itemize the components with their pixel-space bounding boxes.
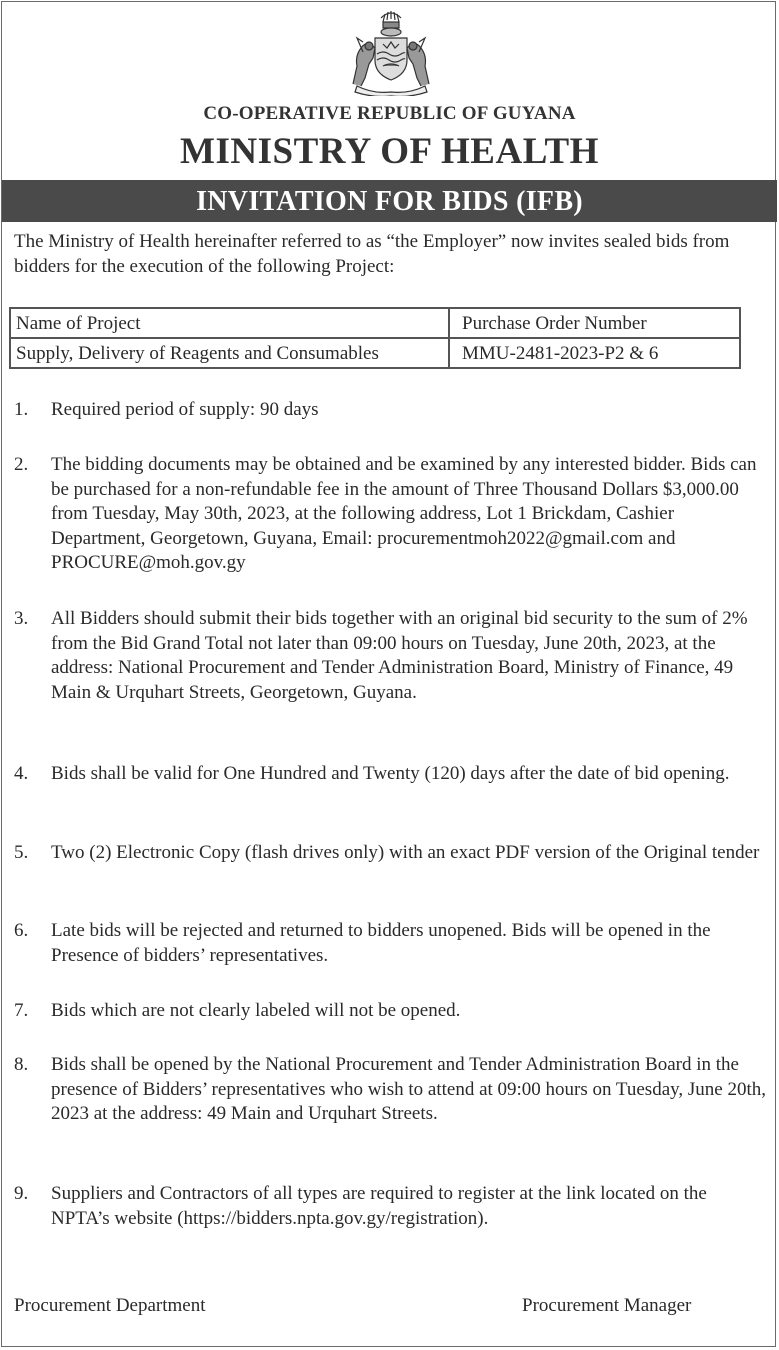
item-text: All Bidders should submit their bids together with an original bid security to the sum of 2% from the Bid Grand Total not later than 09:00 hours on Tuesday, June 20th, 2023, at the address: National Procurement and Tender Administration Board, Ministry of Finance, 49 Main & Urquhart Streets, Georgetown, Guyana. xyxy=(51,608,748,703)
title-banner xyxy=(2,180,777,222)
table-header-project-name: Name of Project xyxy=(10,308,449,338)
item-text: Suppliers and Contractors of all types are required to register at the link located on the NPTA’s website (https://bidders.npta.gov.gy/registration). xyxy=(51,1183,707,1229)
item-number: 4. xyxy=(14,763,29,784)
table-row xyxy=(10,338,740,368)
item-number: 9. xyxy=(14,1183,29,1204)
list-item xyxy=(14,841,769,866)
item-text: Bids shall be opened by the National Procurement and Tender Administration Board in the presence of Bidders’ representatives who wish to attend at 09:00 hours on Tuesday, June 20th, 2023 at the address: 49 Main and Urquhart Streets. xyxy=(51,1054,767,1124)
item-number: 1. xyxy=(14,399,29,420)
item-number: 2. xyxy=(14,454,29,475)
signature-left: Procurement Department xyxy=(14,1295,206,1316)
list-item xyxy=(14,607,769,705)
item-number: 3. xyxy=(14,608,29,629)
list-item xyxy=(14,453,769,576)
item-text: Bids which are not clearly labeled will not be opened. xyxy=(51,1000,461,1021)
list-item xyxy=(14,1053,769,1127)
po-number-cell: MMU-2481-2023-P2 & 6 xyxy=(449,338,740,368)
list-item xyxy=(14,919,769,968)
item-number: 8. xyxy=(14,1054,29,1075)
item-number: 6. xyxy=(14,920,29,941)
country-name: CO-OPERATIVE REPUBLIC OF GUYANA xyxy=(203,103,576,124)
list-item xyxy=(14,999,769,1024)
project-name-cell: Supply, Delivery of Reagents and Consumables xyxy=(10,338,449,368)
item-text: The bidding documents may be obtained and be examined by any interested bidder. Bids can be purchased for a non-refundable fee in the amount of Three Thousand Dollars $3,000.00 from Tuesday, May 30th, 2023, at the following address, Lot 1 Brickdam, Cashier Department, Georgetown, Guyana, Email: procurementmoh2022@gmail.com and PROCURE@moh.gov.gy xyxy=(51,454,757,573)
list-item xyxy=(14,398,769,423)
intro-paragraph: The Ministry of Health hereinafter referred to as “the Employer” now invites sealed bids from bidders for the execution of the following Project: xyxy=(14,231,730,277)
ministry-name: MINISTRY OF HEALTH xyxy=(180,131,599,172)
notice-title: INVITATION FOR BIDS (IFB) xyxy=(196,186,583,217)
table-header-po-number: Purchase Order Number xyxy=(449,308,740,338)
guyana-coat-of-arms-icon xyxy=(343,8,439,96)
item-number: 5. xyxy=(14,842,29,863)
item-text: Two (2) Electronic Copy (flash drives only) with an exact PDF version of the Original tender xyxy=(51,842,760,863)
item-text: Late bids will be rejected and returned to bidders unopened. Bids will be opened in the Presence of bidders’ representatives. xyxy=(51,920,711,966)
item-number: 7. xyxy=(14,1000,29,1021)
list-item xyxy=(14,1182,769,1231)
item-text: Required period of supply: 90 days xyxy=(51,399,319,420)
signature-right: Procurement Manager xyxy=(522,1295,692,1316)
list-item xyxy=(14,762,769,787)
table-header-row xyxy=(10,308,740,338)
item-text: Bids shall be valid for One Hundred and Twenty (120) days after the date of bid opening. xyxy=(51,763,730,784)
project-table xyxy=(9,307,741,369)
